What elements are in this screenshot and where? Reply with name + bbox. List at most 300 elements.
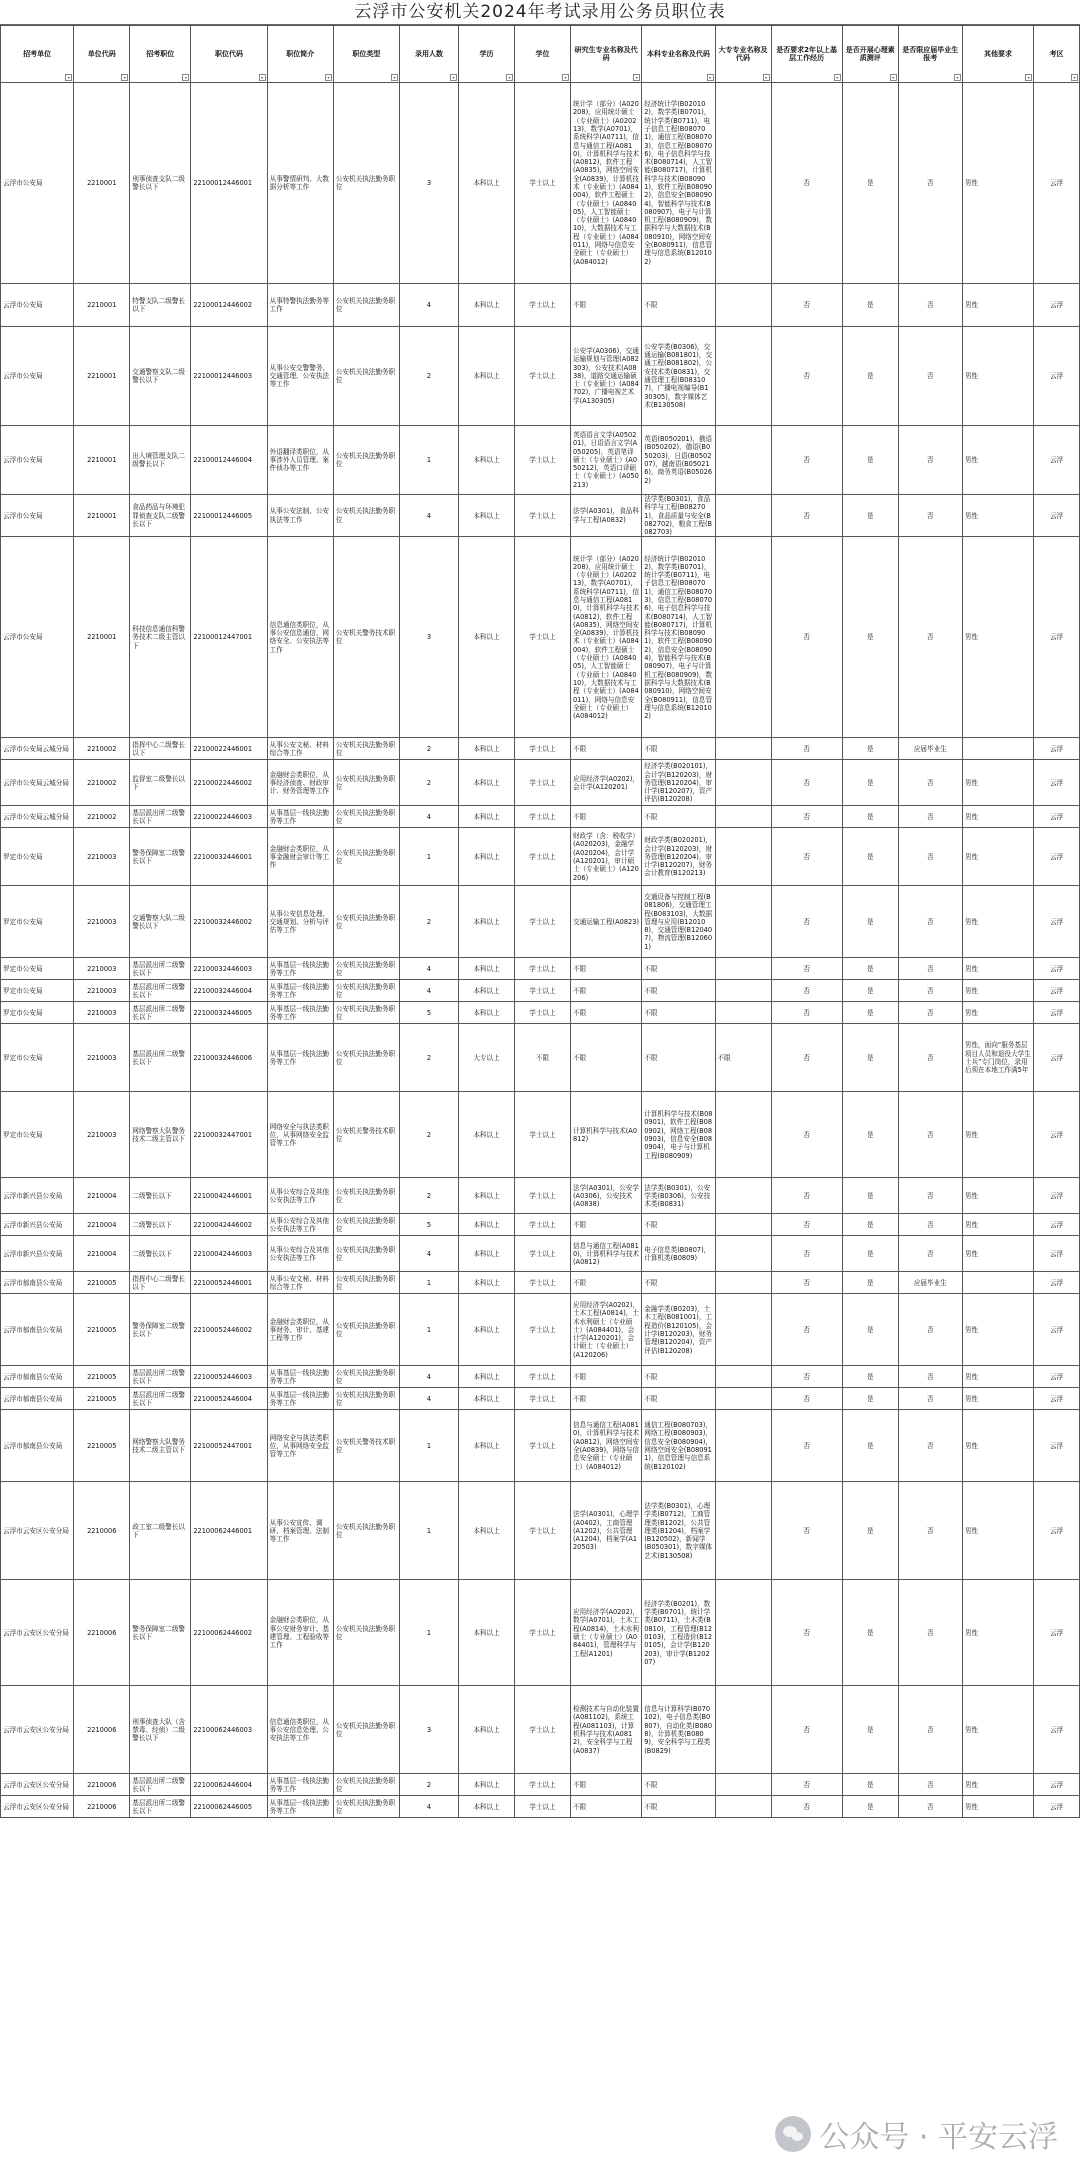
- table-cell: 否: [898, 327, 962, 426]
- table-cell: 是: [842, 1294, 898, 1366]
- table-cell: 信息通信类职位，从事公安信息通信、网络安全、公安执法等工作: [267, 537, 333, 738]
- table-cell: 2210004: [74, 1178, 130, 1214]
- table-cell: 法学类(B0301)，心理学类(B0712)，工商管理类(B1202)，公共管理类(B1204)，档案学(B120502)，新闻学(B050301)，数字媒体艺术(B130508): [642, 1482, 715, 1580]
- table-cell: 本科以上: [459, 495, 515, 537]
- table-cell: 公安机关执法勤务职位: [333, 284, 399, 327]
- table-cell: 基层派出所二级警长以下: [130, 1366, 191, 1388]
- table-cell: 政工室二级警长以下: [130, 1482, 191, 1580]
- table-cell: 否: [771, 738, 842, 760]
- table-cell: 云浮: [1034, 495, 1080, 537]
- table-cell: 大专以上: [459, 1024, 515, 1092]
- table-cell: 22100012446004: [191, 426, 267, 495]
- table-cell: 云浮市郁南县公安局: [1, 1294, 74, 1366]
- table-cell: 网络警察大队警务技术二级主管以下: [130, 1092, 191, 1178]
- table-cell: 2210001: [74, 284, 130, 327]
- table-row: [1, 1024, 1080, 1092]
- table-cell: 云浮: [1034, 958, 1080, 980]
- table-cell: 3: [399, 83, 458, 284]
- table-cell: 否: [898, 1236, 962, 1272]
- table-cell: 22100012446003: [191, 327, 267, 426]
- column-header-label: 学位: [535, 49, 550, 58]
- table-cell: 公安机关执法勤务职位: [333, 1796, 399, 1818]
- table-cell: 是: [842, 806, 898, 828]
- table-cell: 男性: [962, 886, 1033, 958]
- table-cell: 云浮市新兴县公安局: [1, 1214, 74, 1236]
- column-header: [267, 26, 333, 83]
- table-cell: 云浮: [1034, 1024, 1080, 1092]
- filter-dropdown-icon[interactable]: ▾: [391, 74, 398, 81]
- filter-dropdown-icon[interactable]: ▾: [325, 74, 332, 81]
- table-cell: 是: [842, 1002, 898, 1024]
- table-cell: 男性: [962, 1214, 1033, 1236]
- table-cell: 公安机关执法勤务职位: [333, 1024, 399, 1092]
- table-cell: 否: [771, 1236, 842, 1272]
- table-cell: 5: [399, 1214, 458, 1236]
- table-cell: 2210001: [74, 83, 130, 284]
- table-cell: 否: [771, 980, 842, 1002]
- table-cell: 本科以上: [459, 1686, 515, 1774]
- filter-dropdown-icon[interactable]: ▾: [763, 74, 770, 81]
- table-cell: 公安机关警务技术职位: [333, 1410, 399, 1482]
- table-cell: 学士以上: [515, 1774, 571, 1796]
- table-cell: 否: [771, 1178, 842, 1214]
- table-row: [1, 1272, 1080, 1294]
- column-header: [1034, 26, 1080, 83]
- table-cell: 云浮: [1034, 1774, 1080, 1796]
- table-cell: 学士以上: [515, 1796, 571, 1818]
- table-cell: 男性: [962, 1580, 1033, 1686]
- table-cell: 法学(A0301)，公安学(A0306)，公安技术(A0838): [570, 1178, 641, 1214]
- table-cell: 金融财会类职位，从事公安财务审计、基建管理、工程验收等工作: [267, 1580, 333, 1686]
- table-cell: 公安机关执法勤务职位: [333, 1294, 399, 1366]
- column-header-label: 本科专业名称及代码: [646, 49, 710, 58]
- column-header: [399, 26, 458, 83]
- table-cell: 不限: [642, 284, 715, 327]
- table-cell: 否: [771, 537, 842, 738]
- table-cell: 否: [771, 1214, 842, 1236]
- column-header-label: 职位代码: [215, 49, 243, 58]
- table-cell: 本科以上: [459, 1796, 515, 1818]
- filter-dropdown-icon[interactable]: ▾: [633, 74, 640, 81]
- filter-dropdown-icon[interactable]: ▾: [259, 74, 266, 81]
- table-cell: 22100022446002: [191, 760, 267, 806]
- table-cell: [715, 980, 771, 1002]
- table-cell: 2210005: [74, 1272, 130, 1294]
- table-cell: 不限: [570, 980, 641, 1002]
- filter-dropdown-icon[interactable]: ▾: [450, 74, 457, 81]
- table-cell: 不限: [570, 958, 641, 980]
- table-cell: 否: [771, 958, 842, 980]
- table-cell: 否: [771, 828, 842, 886]
- filter-dropdown-icon[interactable]: ▾: [506, 74, 513, 81]
- table-cell: 云浮: [1034, 1388, 1080, 1410]
- table-cell: 金融财会类职位，从事财务、审计、基建工程等工作: [267, 1294, 333, 1366]
- column-header-label: 招考职位: [146, 49, 175, 58]
- table-cell: 是: [842, 1178, 898, 1214]
- table-cell: 学士以上: [515, 738, 571, 760]
- wechat-icon: [775, 2116, 811, 2152]
- table-cell: 是: [842, 1482, 898, 1580]
- table-cell: [715, 760, 771, 806]
- table-cell: 指挥中心二级警长以下: [130, 1272, 191, 1294]
- filter-dropdown-icon[interactable]: ▾: [707, 74, 714, 81]
- table-cell: 云浮市云安区公安分局: [1, 1580, 74, 1686]
- filter-dropdown-icon[interactable]: ▾: [834, 74, 841, 81]
- table-cell: 22100052446003: [191, 1366, 267, 1388]
- table-cell: 公安机关执法勤务职位: [333, 1366, 399, 1388]
- table-cell: 是: [842, 537, 898, 738]
- table-cell: [715, 1796, 771, 1818]
- table-cell: 2210006: [74, 1774, 130, 1796]
- table-cell: 公安机关执法勤务职位: [333, 1002, 399, 1024]
- table-cell: 从事特警执法勤务等工作: [267, 284, 333, 327]
- table-cell: 是: [842, 1272, 898, 1294]
- filter-dropdown-icon[interactable]: ▾: [1071, 74, 1078, 81]
- table-cell: 是: [842, 738, 898, 760]
- table-cell: 外语翻译类职位，从事涉外人员管理、案件侦办等工作: [267, 426, 333, 495]
- table-cell: 应届毕业生: [898, 1272, 962, 1294]
- table-cell: 否: [771, 1272, 842, 1294]
- table-row: [1, 284, 1080, 327]
- table-cell: 云浮: [1034, 980, 1080, 1002]
- column-header-label: 录用人数: [415, 49, 443, 58]
- table-cell: 22100032446006: [191, 1024, 267, 1092]
- table-cell: 2210006: [74, 1686, 130, 1774]
- table-cell: [715, 1774, 771, 1796]
- table-cell: 信息通信类职位，从事公安信息处理、公安执法等工作: [267, 1686, 333, 1774]
- table-cell: 男性: [962, 284, 1033, 327]
- table-cell: 否: [771, 1686, 842, 1774]
- table-row: [1, 806, 1080, 828]
- table-cell: 云浮市郁南县公安局: [1, 1410, 74, 1482]
- filter-dropdown-icon[interactable]: ▾: [182, 74, 189, 81]
- table-cell: 法学类(B0301)，公安学类(B0306)，公安技术类(B0831): [642, 1178, 715, 1214]
- table-cell: 从事公安综合及其他公安执法等工作: [267, 1214, 333, 1236]
- table-cell: 云浮: [1034, 886, 1080, 958]
- table-cell: 4: [399, 495, 458, 537]
- table-cell: 学士以上: [515, 806, 571, 828]
- column-header: [642, 26, 715, 83]
- table-cell: 云浮: [1034, 284, 1080, 327]
- table-cell: 否: [771, 1002, 842, 1024]
- table-cell: 否: [898, 83, 962, 284]
- table-cell: 基层派出所二级警长以下: [130, 1774, 191, 1796]
- table-cell: [962, 738, 1033, 760]
- table-cell: 否: [771, 83, 842, 284]
- table-cell: 不限: [642, 1024, 715, 1092]
- table-cell: [715, 806, 771, 828]
- table-cell: 2: [399, 760, 458, 806]
- table-cell: 网络安全与执法类职位，从事网络安全监管等工作: [267, 1410, 333, 1482]
- table-cell: 男性: [962, 806, 1033, 828]
- table-cell: 指挥中心二级警长以下: [130, 738, 191, 760]
- table-cell: 否: [898, 1796, 962, 1818]
- table-cell: 学士以上: [515, 1236, 571, 1272]
- column-header-label: 是否开展心理素质测评: [845, 45, 895, 62]
- table-cell: 男性: [962, 426, 1033, 495]
- table-cell: 22100042446001: [191, 1178, 267, 1214]
- table-cell: 罗定市公安局: [1, 1024, 74, 1092]
- table-cell: 2210003: [74, 958, 130, 980]
- table-cell: 罗定市公安局: [1, 886, 74, 958]
- table-cell: 男性: [962, 83, 1033, 284]
- table-cell: 是: [842, 284, 898, 327]
- table-cell: 本科以上: [459, 1214, 515, 1236]
- table-cell: 4: [399, 806, 458, 828]
- column-header: [333, 26, 399, 83]
- table-cell: 男性: [962, 760, 1033, 806]
- table-cell: 22100032446003: [191, 958, 267, 980]
- table-cell: 4: [399, 1388, 458, 1410]
- table-cell: 男性: [962, 1388, 1033, 1410]
- table-cell: [715, 1482, 771, 1580]
- table-cell: 男性: [962, 1366, 1033, 1388]
- table-cell: [715, 284, 771, 327]
- table-cell: 法学类(B0301)，食品科学与工程(B082701)，食品质量与安全(B082702)，粮食工程(B082703): [642, 495, 715, 537]
- table-cell: 公安机关执法勤务职位: [333, 1482, 399, 1580]
- table-cell: 是: [842, 1236, 898, 1272]
- column-header-label: 学历: [479, 49, 494, 58]
- table-row: [1, 1686, 1080, 1774]
- table-cell: 男性: [962, 1092, 1033, 1178]
- table-cell: 金融学类(B0203)，土木工程(B081001)，工程造价(B120105)，会计学(B120203)，财务管理(B120204)，资产评估(B120208): [642, 1294, 715, 1366]
- table-cell: 男性: [962, 1686, 1033, 1774]
- table-cell: 不限: [570, 1388, 641, 1410]
- table-cell: [715, 886, 771, 958]
- table-cell: 基层派出所二级警长以下: [130, 1002, 191, 1024]
- table-cell: 网络警察大队警务技术二级主管以下: [130, 1410, 191, 1482]
- table-cell: 警务保障室二级警长以下: [130, 1580, 191, 1686]
- table-cell: 云浮: [1034, 426, 1080, 495]
- table-cell: 云浮市云安区公安分局: [1, 1482, 74, 1580]
- table-cell: 否: [898, 1002, 962, 1024]
- table-cell: 学士以上: [515, 1410, 571, 1482]
- table-cell: 公安机关执法勤务职位: [333, 1774, 399, 1796]
- filter-dropdown-icon[interactable]: ▾: [954, 74, 961, 81]
- table-cell: 不限: [642, 1796, 715, 1818]
- table-cell: 信息与计算科学(B070102)，电子信息类(B0807)，自动化类(B0808)，计算机类(B0809)，安全科学与工程类(B0829): [642, 1686, 715, 1774]
- table-cell: 1: [399, 1294, 458, 1366]
- table-cell: 不限: [715, 1024, 771, 1092]
- table-cell: 2210001: [74, 426, 130, 495]
- table-cell: 不限: [642, 1214, 715, 1236]
- table-cell: 否: [771, 284, 842, 327]
- table-cell: 特警支队二级警长以下: [130, 284, 191, 327]
- table-cell: 云浮: [1034, 1410, 1080, 1482]
- table-cell: 计算机科学与技术(B080901)，软件工程(B080902)，网络工程(B080903)，信息安全(B080904)，电子与计算机工程(B080909): [642, 1092, 715, 1178]
- table-cell: 公安机关执法勤务职位: [333, 83, 399, 284]
- table-cell: 警务保障室二级警长以下: [130, 828, 191, 886]
- table-cell: 22100032447001: [191, 1092, 267, 1178]
- table-cell: 云浮: [1034, 1796, 1080, 1818]
- table-cell: 2210002: [74, 806, 130, 828]
- table-cell: 公安机关执法勤务职位: [333, 980, 399, 1002]
- table-cell: [715, 1002, 771, 1024]
- table-cell: 不限: [642, 1002, 715, 1024]
- table-row: [1, 886, 1080, 958]
- table-cell: 2210005: [74, 1366, 130, 1388]
- table-cell: 否: [771, 495, 842, 537]
- table-cell: 二级警长以下: [130, 1214, 191, 1236]
- table-cell: 不限: [570, 1024, 641, 1092]
- table-cell: 1: [399, 1580, 458, 1686]
- table-cell: 否: [898, 886, 962, 958]
- table-cell: 公安机关执法勤务职位: [333, 1178, 399, 1214]
- filter-dropdown-icon[interactable]: ▾: [1025, 74, 1032, 81]
- table-row: [1, 1410, 1080, 1482]
- table-cell: 2210006: [74, 1482, 130, 1580]
- table-row: [1, 426, 1080, 495]
- table-cell: 基层派出所二级警长以下: [130, 1796, 191, 1818]
- table-cell: 从事公安交警警务、交通管理、公安执法等工作: [267, 327, 333, 426]
- table-cell: 应用经济学(A0202)，会计学(A120201): [570, 760, 641, 806]
- table-cell: 2: [399, 1092, 458, 1178]
- table-cell: 否: [898, 1580, 962, 1686]
- table-cell: 罗定市公安局: [1, 958, 74, 980]
- table-cell: 从事公安综合及其他公安执法等工作: [267, 1236, 333, 1272]
- table-cell: 不限: [642, 980, 715, 1002]
- table-cell: 学士以上: [515, 1092, 571, 1178]
- table-cell: 是: [842, 327, 898, 426]
- table-cell: [715, 83, 771, 284]
- table-cell: 公安机关执法勤务职位: [333, 426, 399, 495]
- table-cell: 4: [399, 284, 458, 327]
- table-cell: 网络安全与执法类职位，从事网络安全监管等工作: [267, 1092, 333, 1178]
- table-cell: 云浮: [1034, 1366, 1080, 1388]
- table-cell: 本科以上: [459, 537, 515, 738]
- table-cell: 3: [399, 537, 458, 738]
- table-cell: 2210001: [74, 327, 130, 426]
- column-header-label: 招考单位: [23, 49, 52, 58]
- table-cell: 公安机关执法勤务职位: [333, 886, 399, 958]
- table-cell: 从事基层一线执法勤务等工作: [267, 958, 333, 980]
- column-header: [715, 26, 771, 83]
- table-row: [1, 1002, 1080, 1024]
- table-cell: 否: [898, 1774, 962, 1796]
- table-cell: 英语(B050201)，俄语(B050202)，德语(B050203)，日语(B050207)，越南语(B050216)，商务英语(B050262): [642, 426, 715, 495]
- table-cell: 否: [898, 1092, 962, 1178]
- table-cell: 男性: [962, 537, 1033, 738]
- table-cell: 云浮市公安局云城分局: [1, 806, 74, 828]
- table-cell: 否: [898, 1178, 962, 1214]
- table-cell: 男性: [962, 828, 1033, 886]
- table-cell: 2210005: [74, 1294, 130, 1366]
- table-row: [1, 495, 1080, 537]
- table-cell: 否: [771, 1482, 842, 1580]
- table-cell: 二级警长以下: [130, 1236, 191, 1272]
- table-cell: 22100012446002: [191, 284, 267, 327]
- table-cell: 否: [898, 1686, 962, 1774]
- table-cell: [715, 1388, 771, 1410]
- column-header: [842, 26, 898, 83]
- table-cell: 云浮: [1034, 806, 1080, 828]
- filter-dropdown-icon[interactable]: ▾: [121, 74, 128, 81]
- table-cell: 学士以上: [515, 1272, 571, 1294]
- table-cell: 否: [898, 1024, 962, 1092]
- table-cell: 2210003: [74, 980, 130, 1002]
- table-cell: 从事公安宣传、调研、档案管理、法制等工作: [267, 1482, 333, 1580]
- table-cell: 应用经济学(A0202)，数学(A0701)，土木工程(A0814)，土木水利硕士（专业硕士）(A084401)，管理科学与工程(A1201): [570, 1580, 641, 1686]
- filter-dropdown-icon[interactable]: ▾: [890, 74, 897, 81]
- table-cell: 从事基层一线执法勤务等工作: [267, 980, 333, 1002]
- table-cell: 财政学类(B020201)，会计学(B120203)，财务管理(B120204)，审计学(B120207)，财务会计教育(B120213): [642, 828, 715, 886]
- table-cell: 1: [399, 426, 458, 495]
- table-cell: 本科以上: [459, 1178, 515, 1214]
- table-cell: 云浮: [1034, 1178, 1080, 1214]
- table-cell: 1: [399, 1410, 458, 1482]
- table-cell: 从事公安综合及其他公安执法等工作: [267, 1178, 333, 1214]
- table-cell: 否: [771, 1410, 842, 1482]
- table-cell: 不限: [570, 284, 641, 327]
- column-header: [191, 26, 267, 83]
- table-cell: 云浮市公安局: [1, 284, 74, 327]
- table-cell: 学士以上: [515, 1580, 571, 1686]
- table-cell: 交通运输工程(A0823): [570, 886, 641, 958]
- table-cell: 云浮: [1034, 327, 1080, 426]
- table-cell: 不限: [642, 806, 715, 828]
- table-cell: [715, 958, 771, 980]
- table-row: [1, 1366, 1080, 1388]
- table-row: [1, 537, 1080, 738]
- table-cell: 从事公安文秘、材料综合等工作: [267, 738, 333, 760]
- table-cell: 云浮: [1034, 738, 1080, 760]
- table-cell: 从事公安法制、公安执法等工作: [267, 495, 333, 537]
- table-cell: 学士以上: [515, 537, 571, 738]
- table-cell: 不限: [570, 806, 641, 828]
- table-cell: 是: [842, 1796, 898, 1818]
- table-cell: 罗定市公安局: [1, 1092, 74, 1178]
- table-cell: 男性: [962, 1002, 1033, 1024]
- table-cell: 本科以上: [459, 1092, 515, 1178]
- table-cell: 公安机关执法勤务职位: [333, 1236, 399, 1272]
- table-cell: 云浮市云安区公安分局: [1, 1796, 74, 1818]
- table-cell: [715, 1236, 771, 1272]
- table-cell: 男性: [962, 1774, 1033, 1796]
- table-cell: 是: [842, 886, 898, 958]
- filter-dropdown-icon[interactable]: ▾: [65, 74, 72, 81]
- table-cell: 学士以上: [515, 1002, 571, 1024]
- table-cell: 金融财会类职位，从事金融财会审计等工作: [267, 828, 333, 886]
- table-cell: 计算机科学与技术(A0812): [570, 1092, 641, 1178]
- table-row: [1, 980, 1080, 1002]
- table-cell: 电子信息类(B0807)，计算机类(B0809): [642, 1236, 715, 1272]
- table-cell: 是: [842, 1092, 898, 1178]
- table-cell: 4: [399, 958, 458, 980]
- table-cell: 本科以上: [459, 1774, 515, 1796]
- table-cell: 云浮: [1034, 828, 1080, 886]
- table-row: [1, 1214, 1080, 1236]
- table-cell: 男性: [962, 1236, 1033, 1272]
- filter-dropdown-icon[interactable]: ▾: [562, 74, 569, 81]
- table-cell: 学士以上: [515, 1482, 571, 1580]
- table-cell: 不限: [570, 1796, 641, 1818]
- page-title: 云浮市公安机关2024年考试录用公务员职位表: [0, 0, 1080, 25]
- table-cell: 男性: [962, 1178, 1033, 1214]
- table-header-row: [1, 26, 1080, 83]
- table-cell: 否: [898, 1294, 962, 1366]
- table-cell: 本科以上: [459, 738, 515, 760]
- table-cell: 云浮: [1034, 83, 1080, 284]
- column-header: [74, 26, 130, 83]
- table-cell: 公安机关执法勤务职位: [333, 327, 399, 426]
- table-cell: 否: [771, 1092, 842, 1178]
- table-cell: 22100032446004: [191, 980, 267, 1002]
- table-cell: 法学(A0301)，食品科学与工程(A0832): [570, 495, 641, 537]
- table-row: [1, 1580, 1080, 1686]
- table-cell: 云浮市公安局: [1, 537, 74, 738]
- table-cell: 22100022446003: [191, 806, 267, 828]
- table-cell: 22100052446002: [191, 1294, 267, 1366]
